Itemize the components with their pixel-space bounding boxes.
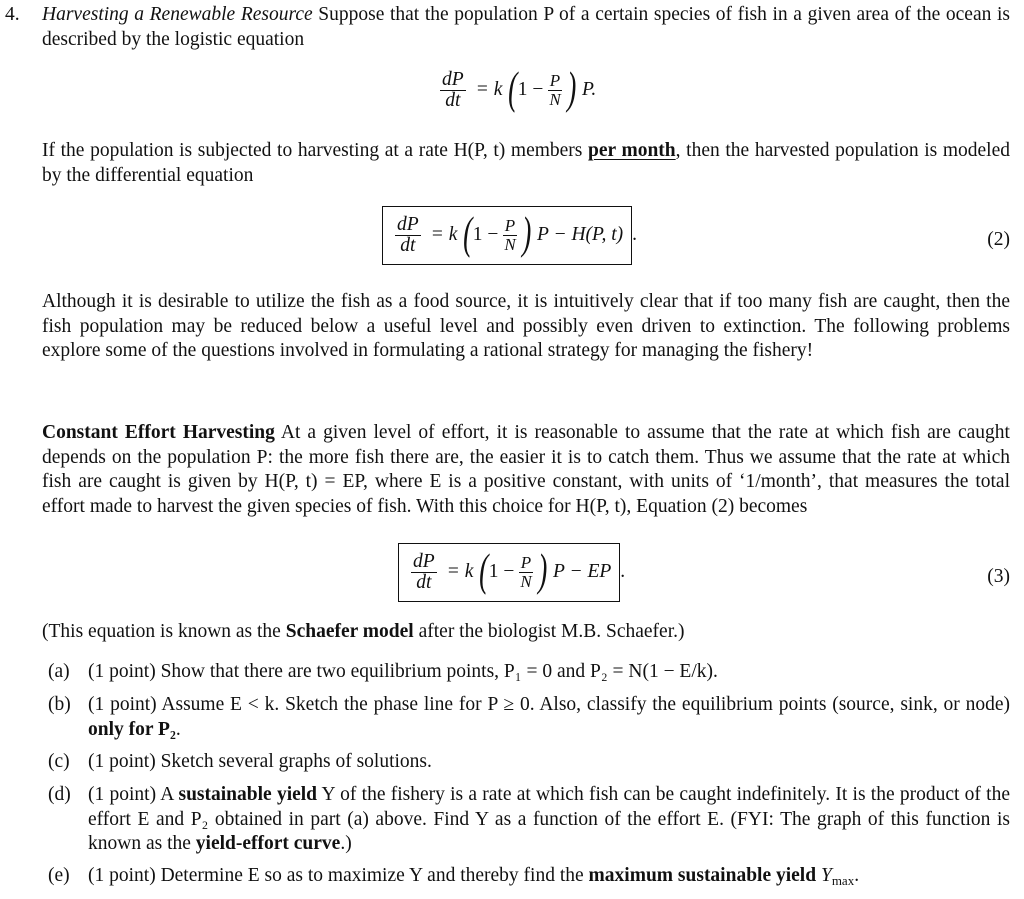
sustainable-yield-emphasis: sustainable yield <box>178 784 318 805</box>
eq2-tail: P − H(P, t) <box>537 223 624 245</box>
eq1-tail: P. <box>582 78 597 100</box>
eq3-tail: P − EP <box>553 560 612 582</box>
part-d-body: Y of the fishery is a rate at which fish can be caught indefinitely. It is the product of the effort E and P₂ obtained in part (a) above. Find Y as a function of the effort E. (FYI: The graph of this function is known as the <box>88 784 1010 854</box>
eq2-inner-fraction <box>502 217 517 254</box>
schaefer-note-after: after the biologist M.B. Schaefer.) <box>413 621 685 642</box>
harvest-equation <box>382 206 637 265</box>
eq3-number: (3) <box>987 566 1010 587</box>
eq2-lhs-den: dt <box>400 234 416 256</box>
eq1-lhs-den: dt <box>445 89 461 111</box>
eq1-left-paren: ( <box>508 62 518 113</box>
eq2-box <box>382 206 632 265</box>
problem-title: Harvesting a Renewable Resource <box>42 4 313 25</box>
eq2-one-minus: 1 − <box>472 223 499 245</box>
part-b-body: (1 point) Assume E < k. Sketch the phase line for P ≥ 0. Also, classify the equilibrium points (source, sink, or node) <box>88 694 1010 715</box>
part-e <box>48 864 1010 894</box>
part-b-end: . <box>175 718 181 740</box>
part-b <box>48 693 1010 742</box>
eq3-box <box>398 543 620 602</box>
harvest-text-after: , then the harvested population is modeled by the differential equation <box>42 140 1011 186</box>
part-e-label: (e) <box>48 865 70 886</box>
eq3-right-paren: ) <box>537 544 547 595</box>
y-max-subscript: max <box>831 873 855 888</box>
eq2-equals-k: = k <box>430 223 458 245</box>
eq3-lhs-fraction <box>411 552 437 593</box>
part-b-label: (b) <box>48 694 71 715</box>
constant-effort-text: At a given level of effort, it is reasonable to assume that the rate at which fish are caught depends on the population P: the more fish there are, the easier it is to catch them. Thus we assume that the rate at which fish are caught is given by H(P, t) = EP, where E is a positive constant, with units of ‘1/month’, that measures the total effort made to harvest the given species of fish. With this choice for H(P, t), Equation (2) becomes <box>42 422 1010 517</box>
eq1-lhs-num: dP <box>442 68 464 90</box>
part-a-text: (1 point) Show that there are two equilibrium points, P₁ = 0 and P₂ = N(1 − E/k). <box>88 661 718 682</box>
y-max-variable: Y <box>820 865 832 886</box>
harvest-text-before: If the population is subjected to harvesting at a rate H(P, t) members <box>42 140 589 161</box>
eq2-inner-den: N <box>504 234 516 254</box>
eq1-lhs-fraction <box>440 70 466 111</box>
eq2-number: (2) <box>987 229 1010 250</box>
eq3-inner-num: P <box>520 552 532 572</box>
part-e-before: (1 point) Determine E so as to maximize Y and thereby find the <box>88 865 589 886</box>
logistic-equation <box>436 62 597 113</box>
eq2-inner-num: P <box>504 215 516 235</box>
part-c <box>48 750 1010 775</box>
harvest-paragraph <box>42 139 1010 188</box>
part-e-end: . <box>854 865 860 886</box>
eq3-one-minus: 1 − <box>488 560 515 582</box>
part-b-text <box>88 693 1010 742</box>
part-a <box>48 660 1010 685</box>
part-d-end: .) <box>340 833 352 854</box>
eq2-lhs-num: dP <box>397 213 419 235</box>
eq2-left-paren: ( <box>463 207 473 258</box>
eq2-lhs-fraction <box>395 215 421 256</box>
eq3-lhs-den: dt <box>416 571 432 593</box>
motivation-paragraph: Although it is desirable to utilize the fish as a food source, it is intuitively clear that if too many fish are caught, then the fish population may be reduced below a useful level and possibly even driven to extinction. The following problems explore some of the questions involved in formulating a rational strategy for managing the fishery! <box>42 291 1010 361</box>
eq1-right-paren: ) <box>566 62 576 113</box>
intro-paragraph <box>42 3 1010 52</box>
eq3-equals-k: = k <box>446 560 474 582</box>
eq1-one-minus: 1 − <box>517 78 544 100</box>
eq1-inner-num: P <box>549 70 561 90</box>
constant-effort-heading: Constant Effort Harvesting <box>42 422 275 443</box>
intro-text: Suppose that the population P of a certain species of fish in a given area of the ocean is described by the logistic equation <box>42 4 1010 50</box>
eq2-period: . <box>632 224 637 246</box>
constant-effort-paragraph <box>42 421 1010 519</box>
eq3-lhs-num: dP <box>413 550 435 572</box>
eq2-right-paren: ) <box>521 207 531 258</box>
part-d <box>48 783 1010 857</box>
schaefer-note <box>42 620 1010 645</box>
eq3-inner-fraction <box>518 554 533 591</box>
part-d-text <box>88 783 1010 857</box>
eq1-equals-k: = k <box>475 78 503 100</box>
part-a-label: (a) <box>48 661 70 682</box>
eq3-left-paren: ( <box>479 544 489 595</box>
part-e-text <box>88 864 1010 894</box>
yield-effort-emphasis: yield-effort curve <box>195 833 341 854</box>
schaefer-model-emphasis: Schaefer model <box>285 621 414 642</box>
per-month-emphasis: per month <box>588 140 676 161</box>
part-b-emphasis: only for P₂ <box>88 718 176 740</box>
problem-number: 4. <box>5 4 20 25</box>
schaefer-note-before: (This equation is known as the <box>42 621 286 642</box>
eq1-inner-den: N <box>549 89 561 109</box>
part-d-before: (1 point) A <box>88 784 179 805</box>
eq1-inner-fraction <box>547 72 562 109</box>
eq3-inner-den: N <box>520 571 532 591</box>
part-c-label: (c) <box>48 751 70 772</box>
max-sustainable-yield-emphasis: maximum sustainable yield <box>588 865 817 886</box>
part-c-text: (1 point) Sketch several graphs of solutions. <box>88 751 432 772</box>
part-d-label: (d) <box>48 784 71 805</box>
eq3-period: . <box>620 561 626 583</box>
schaefer-equation <box>398 543 625 602</box>
